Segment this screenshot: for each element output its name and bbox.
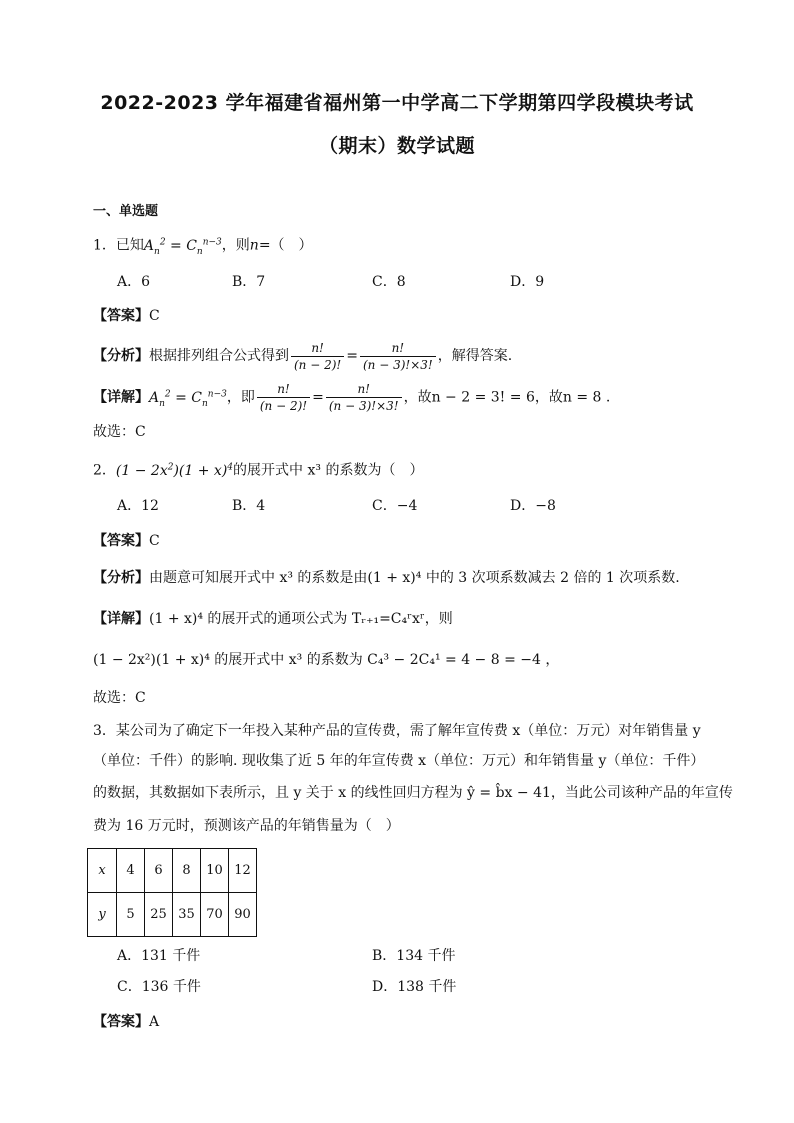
- q1-option-b: B．7: [232, 274, 266, 290]
- table-cell: x: [88, 849, 117, 893]
- q2-stem: 2．$(1 - 2x^2)(1 + x)^4$的展开式中 x³ 的系数为（ ）: [93, 462, 424, 479]
- q3-stem-4: 费为 16 万元时，预测该产品的年销售量为（ ）: [93, 818, 400, 834]
- table-cell: 90: [229, 893, 257, 937]
- doc-title-line2: （期末）数学试题: [318, 135, 475, 157]
- table-cell: 8: [173, 849, 201, 893]
- table-cell: y: [88, 893, 117, 937]
- q1-formula: $A_n^2 = C_n^{n-3}$: [143, 237, 222, 257]
- q1-detail: 【详解】$A_n^2 = C_n^{n-3}$，即 $\frac{n!}{(n - 2)!}$ = $\frac{n!}{(n - 3)!\times 3!}$ ，故n − 2 = 3! = 6，故n = 8 .: [93, 382, 611, 414]
- q3-stem-1: 3．某公司为了确定下一年投入某种产品的宣传费，需了解年宣传费 x（单位：万元）对年销售量 y: [93, 723, 701, 739]
- q2-option-c: C．−4: [372, 498, 418, 514]
- q2-formula: $(1 - 2x^2)(1 + x)^4$: [115, 462, 234, 479]
- q3-answer: 【答案】A: [93, 1014, 160, 1030]
- q1-option-d: D．9: [510, 274, 545, 290]
- q3-option-c: C．136 千件: [117, 979, 201, 995]
- table-cell: 5: [117, 893, 145, 937]
- table-cell: 70: [201, 893, 229, 937]
- table-cell: 35: [173, 893, 201, 937]
- q1-analysis: 【分析】根据排列组合公式得到 $\frac{n!}{(n - 2)!}$ = $\frac{n!}{(n - 3)!\times 3!}$ ，解得答案.: [93, 340, 513, 372]
- q3-stem-2: （单位：千件）的影响. 现收集了近 5 年的年宣传费 x（单位：万元）和年销售量 y（单位：千件）: [93, 753, 705, 769]
- q3-option-a: A．131 千件: [117, 948, 201, 964]
- section-heading: 一、单选题: [93, 204, 159, 219]
- table-cell: 12: [229, 849, 257, 893]
- q1-choose: 故选：C: [93, 424, 146, 440]
- table-cell: 6: [145, 849, 173, 893]
- q2-detail-1: 【详解】(1 + x)⁴ 的展开式的通项公式为 Tᵣ₊₁=C₄ʳxʳ，则: [93, 611, 453, 627]
- table-cell: 10: [201, 849, 229, 893]
- q2-detail-2: (1 − 2x²)(1 + x)⁴ 的展开式中 x³ 的系数为 C₄³ − 2C₄¹ = 4 − 8 = −4 ，: [93, 652, 560, 668]
- q3-option-b: B．134 千件: [372, 948, 456, 964]
- q2-option-b: B．4: [232, 498, 266, 514]
- doc-title-line1: 2022-2023 学年福建省福州第一中学高二下学期第四学段模块考试: [100, 92, 694, 114]
- q2-option-a: A．12: [117, 498, 159, 514]
- table-row: [88, 849, 257, 893]
- q2-choose: 故选：C: [93, 690, 146, 706]
- table-cell: 25: [145, 893, 173, 937]
- q2-analysis: 【分析】由题意可知展开式中 x³ 的系数是由(1 + x)⁴ 中的 3 次项系数减去 2 倍的 1 次项系数.: [93, 570, 680, 586]
- q2-option-d: D．−8: [510, 498, 556, 514]
- table-cell: 4: [117, 849, 145, 893]
- q3-data-table: [87, 848, 257, 937]
- table-row: [88, 893, 257, 937]
- q1-option-a: A．6: [117, 274, 151, 290]
- q2-answer: 【答案】C: [93, 533, 160, 549]
- q3-option-d: D．138 千件: [372, 979, 457, 995]
- q1-stem: 1．已知$A_n^2 = C_n^{n-3}$，则n=（ ）: [93, 237, 313, 257]
- q3-stem-3: 的数据，其数据如下表所示，且 y 关于 x 的线性回归方程为 ŷ = b̂x − 41，当此公司该种产品的年宣传: [93, 785, 733, 801]
- q1-option-c: C．8: [372, 274, 406, 290]
- q1-answer: 【答案】C: [93, 308, 160, 324]
